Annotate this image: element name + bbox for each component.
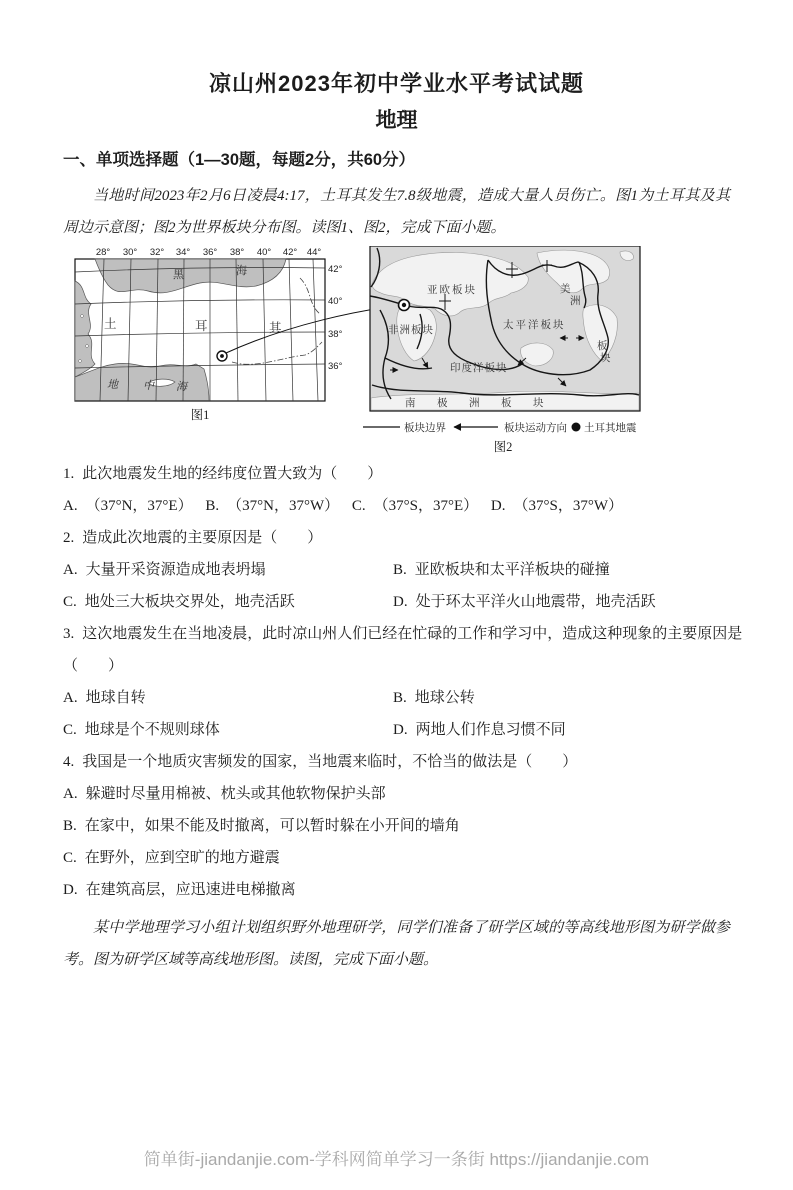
footer-watermark: 简单街-jiandanjie.com-学科网简单学习一条街 https://jiandanjie.com bbox=[143, 1150, 650, 1169]
plate-label-indian: 印度洋板块 bbox=[450, 363, 508, 374]
plate-label-eurasian: 亚欧板块 bbox=[427, 285, 477, 296]
option-c: C. 在野外，应到空旷的地方避震 bbox=[63, 850, 280, 866]
mediterranean-label: 地 bbox=[107, 379, 118, 391]
option-a: A. 大量开采资源造成地表坍塌 bbox=[63, 562, 266, 578]
option-c: C. （37°S，37°E） bbox=[351, 498, 479, 514]
closing-paragraph: 某中学地理学习小组计划组织野外地理研学，同学们准备了研学区域的等高线地形图为研学做参考。图为研学区域等高线地形图。读图，完成下面小题。 bbox=[63, 920, 730, 968]
mediterranean-label: 海 bbox=[176, 381, 187, 393]
plate-label-america: 块 bbox=[600, 353, 611, 364]
intro-paragraph: 当地时间2023年2月6日凌晨4:17，土耳其发生7.8级地震，造成大量人员伤亡。图1为土耳其及其周边示意图；图2为世界板块分布图。读图1、图2，完成下面小题。 bbox=[63, 188, 730, 236]
lat-label: 40° bbox=[328, 296, 343, 307]
plate-label-pacific: 太平洋板块 bbox=[503, 320, 566, 331]
option-c: C. 地球是个不规则球体 bbox=[63, 722, 220, 738]
black-sea-label: 海 bbox=[236, 265, 247, 277]
legend-quake-dot-icon bbox=[572, 423, 581, 432]
lon-label: 34° bbox=[175, 247, 191, 258]
plate-label-america: 板 bbox=[597, 341, 608, 352]
legend-movement-label: 板块运动方向 bbox=[504, 423, 567, 434]
question-3-options bbox=[63, 682, 730, 746]
lat-label: 36° bbox=[328, 361, 343, 372]
option-c: C. 地处三大板块交界处，地壳活跃 bbox=[63, 594, 295, 610]
turkey-label: 土 bbox=[104, 317, 117, 331]
plate-label-america: 美 bbox=[560, 284, 571, 295]
question-text: 造成此次地震的主要原因是（ ） bbox=[82, 530, 323, 546]
epicenter-icon bbox=[399, 300, 410, 311]
island-dot bbox=[81, 315, 84, 318]
question-1-options bbox=[63, 490, 623, 522]
exam-page bbox=[0, 68, 793, 976]
mediterranean-label: 中 bbox=[143, 380, 154, 392]
lon-label: 40° bbox=[256, 247, 272, 258]
lat-label: 42° bbox=[328, 264, 343, 275]
questions-block bbox=[63, 458, 743, 906]
epicenter-icon bbox=[217, 351, 227, 361]
lon-label: 42° bbox=[282, 247, 298, 258]
question-3-brackets: （ ） bbox=[63, 658, 124, 674]
plate-label-antarctic: 南 bbox=[405, 398, 416, 409]
question-text: 这次地震发生在当地凌晨，此时凉山州人们已经在忙碌的工作和学习中，造成这种现象的主要原因是 bbox=[82, 626, 743, 642]
plate-label-antarctic: 块 bbox=[533, 398, 544, 409]
option-a: A. 地球自转 bbox=[63, 690, 146, 706]
island-dot bbox=[86, 345, 89, 348]
plate-label-antarctic: 极 bbox=[437, 398, 448, 409]
lon-label: 30° bbox=[122, 247, 138, 258]
question-text: 此次地震发生地的经纬度位置大致为（ ） bbox=[82, 466, 383, 482]
question-3 bbox=[63, 618, 743, 650]
option-b: B. 亚欧板块和太平洋板块的碰撞 bbox=[393, 562, 610, 578]
option-d: D. 处于环太平洋火山地震带，地壳活跃 bbox=[393, 594, 656, 610]
figure2-legend bbox=[363, 421, 637, 434]
figure2-plates-map bbox=[363, 246, 640, 454]
question-2 bbox=[63, 522, 730, 554]
option-b: B. 在家中，如果不能及时撤离，可以暂时躲在小开间的墙角 bbox=[63, 818, 460, 834]
lon-label: 38° bbox=[229, 247, 245, 258]
figure1-turkey-map bbox=[75, 247, 343, 422]
plate-label-antarctic: 板 bbox=[501, 398, 512, 409]
page-title: 凉山州2023年初中学业水平考试试题 bbox=[209, 71, 584, 96]
figure2-caption: 图2 bbox=[493, 440, 513, 454]
option-a: A. 躲避时尽量用棉被、枕头或其他软物保护头部 bbox=[63, 786, 386, 802]
lon-label: 32° bbox=[149, 247, 165, 258]
option-b: B. （37°N，37°W） bbox=[205, 498, 340, 514]
black-sea-label: 黑 bbox=[173, 269, 184, 281]
plate-label-america: 洲 bbox=[570, 296, 581, 307]
figure1-caption: 图1 bbox=[190, 408, 210, 422]
option-b: B. 地球公转 bbox=[393, 690, 475, 706]
turkey-label: 其 bbox=[269, 321, 282, 335]
lat-label: 38° bbox=[328, 329, 343, 340]
option-d: D. （37°S，37°W） bbox=[490, 498, 623, 514]
maps-svg bbox=[60, 246, 740, 458]
turkey-label: 耳 bbox=[195, 319, 208, 333]
question-text: 我国是一个地质灾害频发的国家，当地震来临时，不恰当的做法是（ ） bbox=[82, 754, 578, 770]
question-number: 3. bbox=[63, 626, 75, 642]
subject-title: 地理 bbox=[375, 109, 418, 132]
question-number: 2. bbox=[63, 530, 75, 546]
plate-label-african: 非洲板块 bbox=[388, 325, 434, 336]
question-1 bbox=[63, 458, 730, 490]
legend-boundary-label: 板块边界 bbox=[404, 423, 446, 434]
question-number: 1. bbox=[63, 466, 75, 482]
option-d: D. 在建筑高层，应迅速进电梯撤离 bbox=[63, 882, 296, 898]
question-4-options bbox=[63, 778, 730, 906]
option-d: D. 两地人们作息习惯不同 bbox=[393, 722, 566, 738]
figures-area bbox=[60, 246, 740, 458]
section-header: 一、单项选择题（1—30题，每题2分，共60分） bbox=[63, 151, 416, 169]
island-dot bbox=[79, 360, 82, 363]
question-number: 4. bbox=[63, 754, 75, 770]
lon-label: 36° bbox=[202, 247, 218, 258]
plate-label-antarctic: 洲 bbox=[469, 398, 480, 409]
question-4 bbox=[63, 746, 730, 778]
question-2-options bbox=[63, 554, 730, 618]
option-a: A. （37°N，37°E） bbox=[63, 498, 193, 514]
lon-label: 44° bbox=[306, 247, 322, 258]
lon-label: 28° bbox=[95, 247, 111, 258]
legend-quake-label: 土耳其地震 bbox=[584, 423, 637, 434]
